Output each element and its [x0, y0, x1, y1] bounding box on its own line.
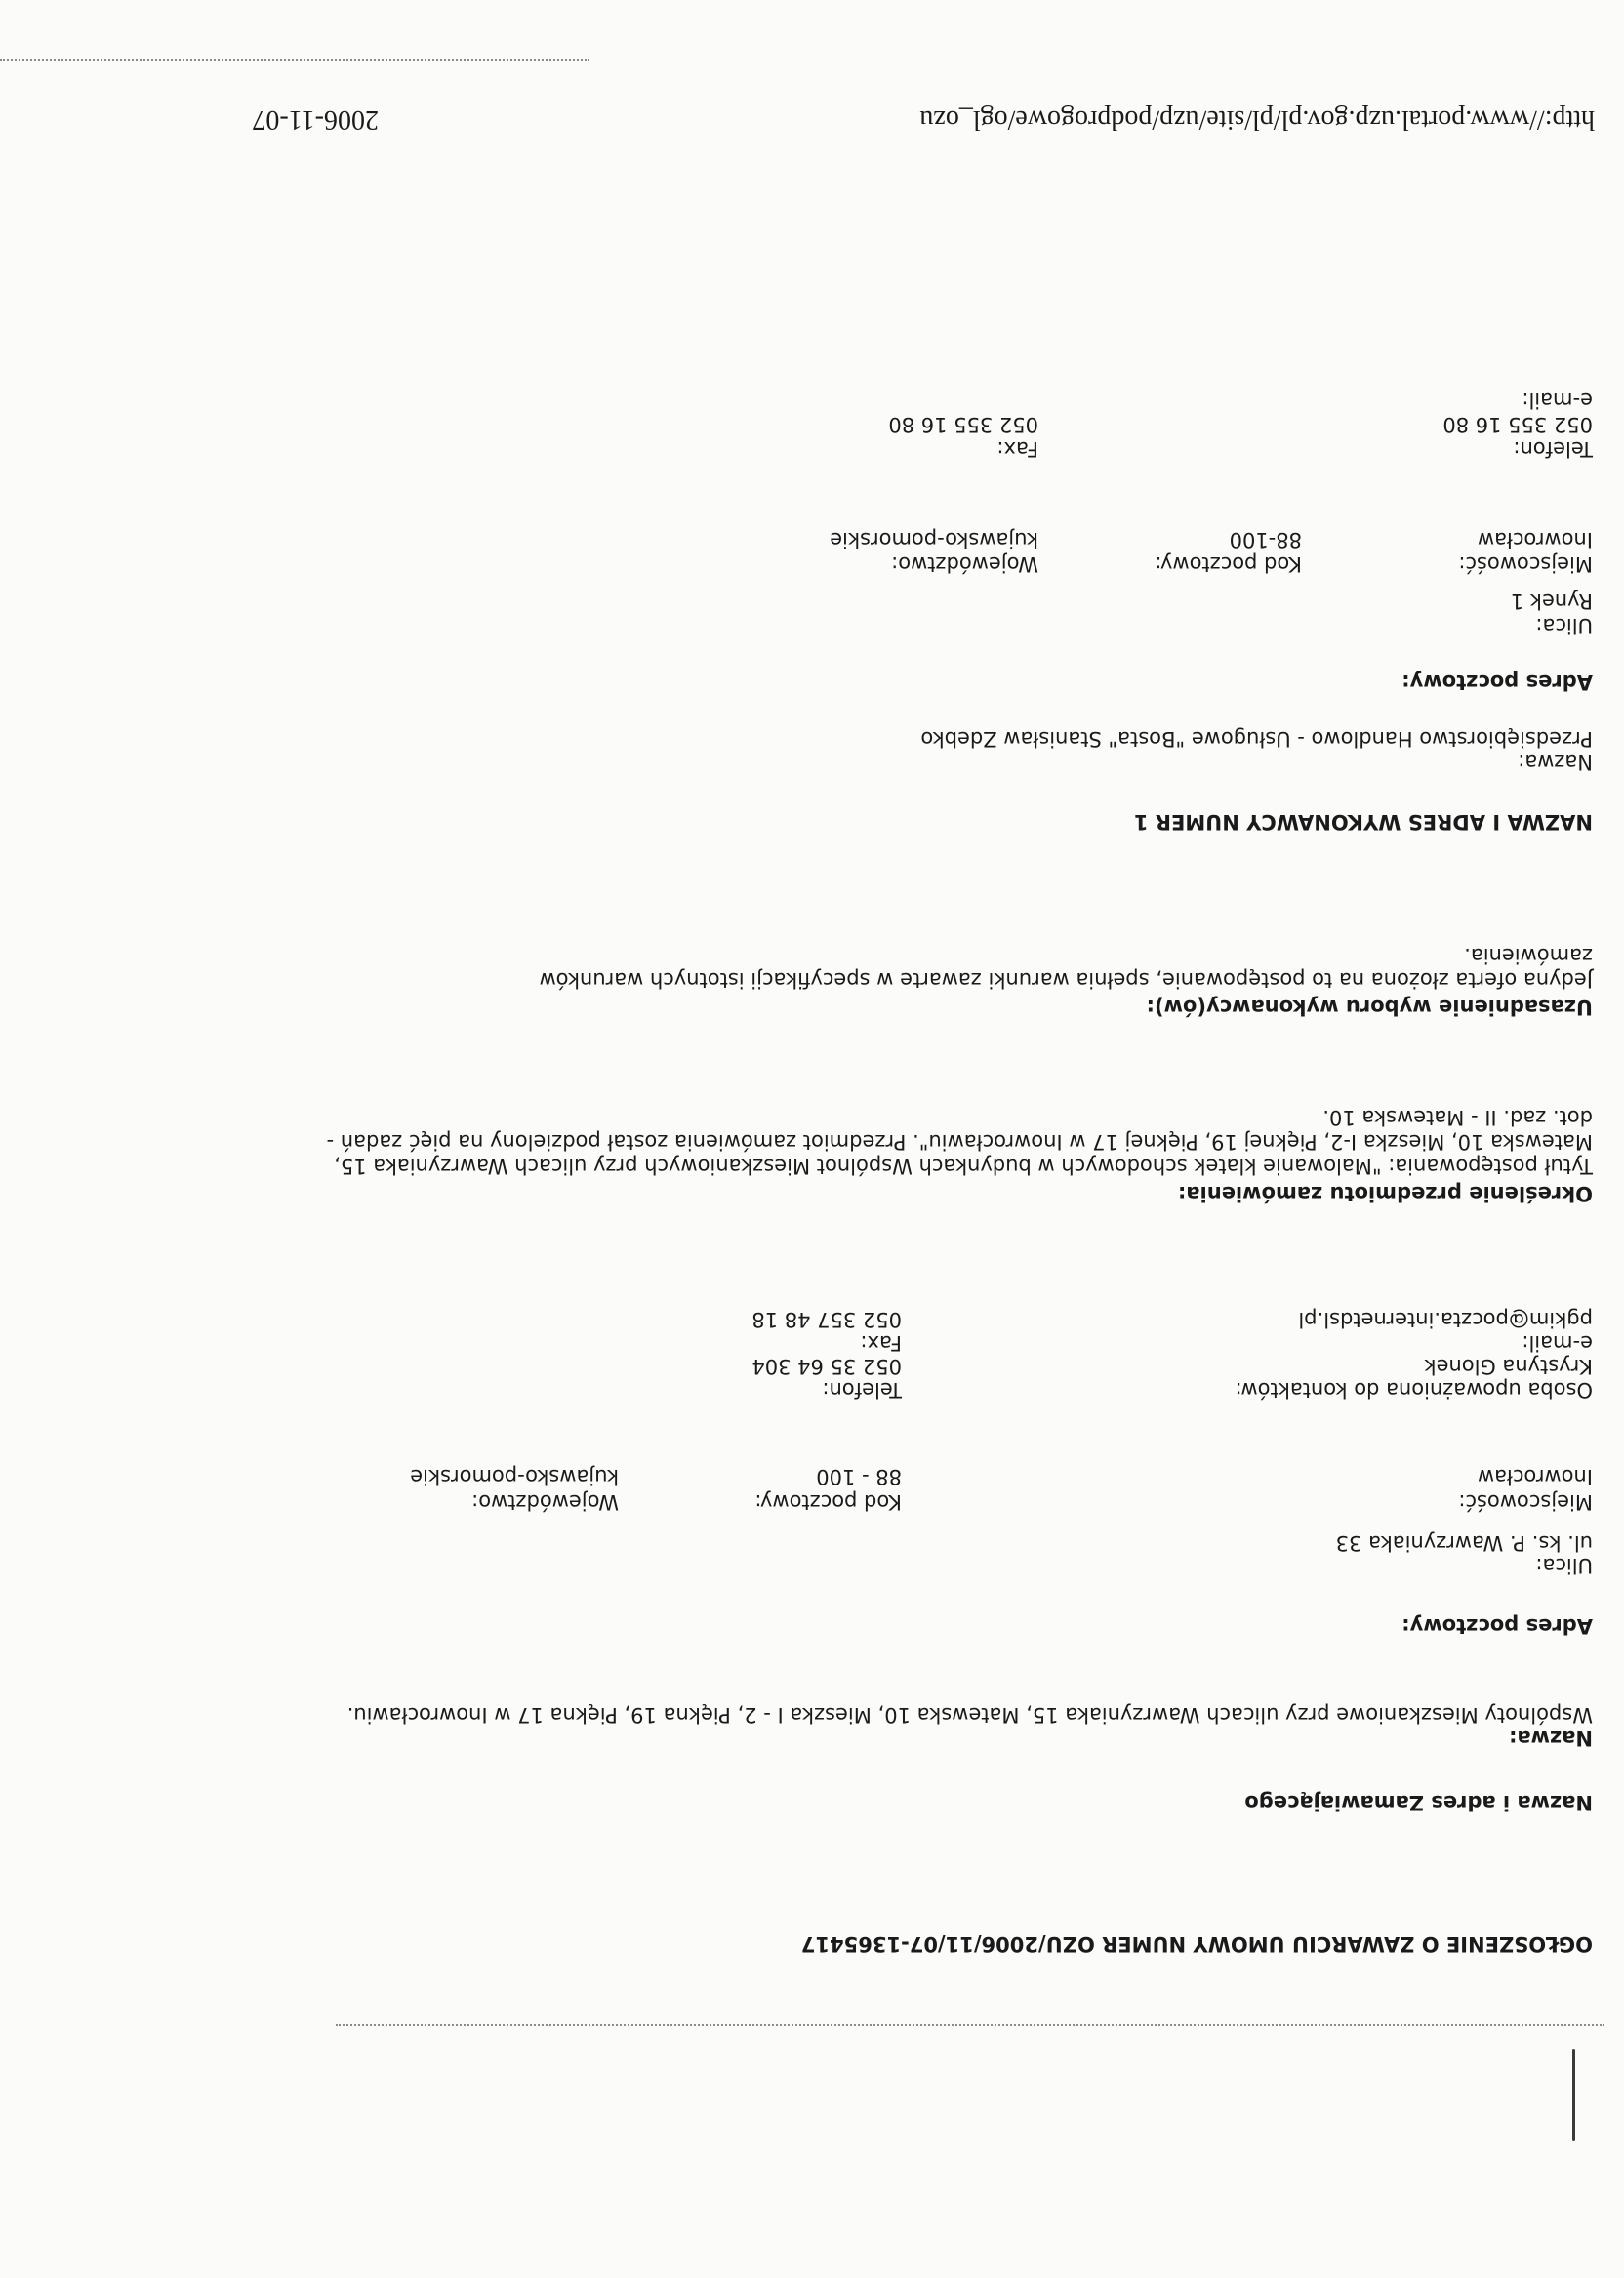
contractor-street-value: Rynek 1 [1510, 590, 1593, 613]
contractor-street-label: Ulica: [1535, 614, 1593, 637]
subject-text: Tytuł postępowania: "Malowanie klatek schodowych w budynkach Wspólnot Mieszkaniowych przy ulicach Wawrzyniaka 15, Matewska 10, Mieszka I-2, Pięknej 19, Pięknej 17 w Inowrocławiu". Przedmiot zamówienia został podzielony na pięć zadań - dot. zad. II - Matewska 10. [326, 1106, 1593, 1178]
contractor-phone-label: Telefon: [1513, 437, 1593, 461]
authority-street-label: Ulica: [1535, 1554, 1593, 1577]
authority-fax-label: Fax: [860, 1331, 902, 1355]
contractor-fax-label: Fax: [996, 437, 1038, 461]
margin-mark [1572, 2049, 1575, 2141]
contractor-voivodeship-label: Województwo: [891, 552, 1038, 576]
authority-email-label: e-mail: [1522, 1331, 1593, 1355]
header-url[interactable]: http://www.portal.uzp.gov.pl/pl/site/uzp/podprogowe/ogl_ozu [919, 104, 1595, 135]
contractor-city-label: Miejscowość: [1458, 552, 1593, 576]
justification-heading: Uzasadnienie wyboru wykonawcy(ów): [1146, 996, 1593, 1019]
contractor-phone-value: 052 355 16 80 [1442, 413, 1593, 436]
contractor-name-value: Przedsiębiorstwo Handlowo - Usługowe "Bosta" Stanisław Zdebko [920, 727, 1593, 751]
contractor-heading: NAZWA I ADRES WYKONAWCY NUMER 1 [1133, 810, 1593, 834]
authority-address-heading: Adres pocztowy: [1401, 1614, 1593, 1638]
justification-text: Jedyna oferta złożona na to postępowanie, spełnia warunki zawarte w specyfikacji istotnych warunków zamówienia. [539, 944, 1593, 992]
contractor-name-label: Nazwa: [1518, 751, 1593, 774]
authority-phone-label: Telefon: [822, 1378, 902, 1402]
authority-fax-value: 052 357 48 18 [751, 1308, 902, 1331]
contractor-postal-label: Kod pocztowy: [1155, 552, 1302, 576]
notice-title: OGŁOSZENIE O ZAWARCIU UMOWY NUMER OZU/2006/11/07-1365417 [800, 1932, 1593, 1956]
authority-street-value: ul. ks. P. Wawrzyniaka 33 [1335, 1531, 1593, 1555]
authority-postal-label: Kod pocztowy: [754, 1490, 902, 1514]
authority-heading: Nazwa i adres Zamawiającego [1244, 1791, 1593, 1814]
bottom-rule [0, 59, 589, 61]
authority-city-label: Miejscowość: [1458, 1490, 1593, 1514]
authority-city-value: Inowrocław [1477, 1465, 1593, 1488]
subject-heading: Określenie przedmiotu zamówienia: [1177, 1182, 1593, 1205]
authority-postal-value: 88 - 100 [816, 1465, 902, 1488]
authority-contact-person-label: Osoba upoważniona do kontaktów: [1235, 1378, 1593, 1402]
authority-email-value[interactable]: pgkim@poczta.internetdsl.pl [1298, 1308, 1593, 1331]
authority-name-label: Nazwa: [1509, 1727, 1593, 1750]
authority-voivodeship-label: Województwo: [471, 1490, 619, 1514]
contractor-voivodeship-value: kujawsko-pomorskie [830, 528, 1038, 551]
contractor-address-heading: Adres pocztowy: [1401, 671, 1593, 694]
authority-voivodeship-value: kujawsko-pomorskie [410, 1465, 619, 1488]
authority-name-value: Wspólnoty Mieszkaniowe przy ulicach Wawrzyniaka 15, Matewska 10, Mieszka I - 2, Piękna 19, Piękna 17 w Inowrocławiu. [346, 1703, 1593, 1727]
contractor-postal-value: 88-100 [1229, 528, 1302, 551]
top-rule [336, 2024, 1604, 2026]
authority-phone-value: 052 35 64 304 [751, 1355, 902, 1378]
contractor-fax-value: 052 355 16 80 [888, 413, 1038, 436]
contractor-email-label: e-mail: [1522, 388, 1593, 412]
header-date: 2006-11-07 [252, 104, 379, 135]
contractor-city-value: Inowrocław [1477, 528, 1593, 551]
authority-contact-person-value: Krystyna Glonek [1424, 1355, 1593, 1378]
